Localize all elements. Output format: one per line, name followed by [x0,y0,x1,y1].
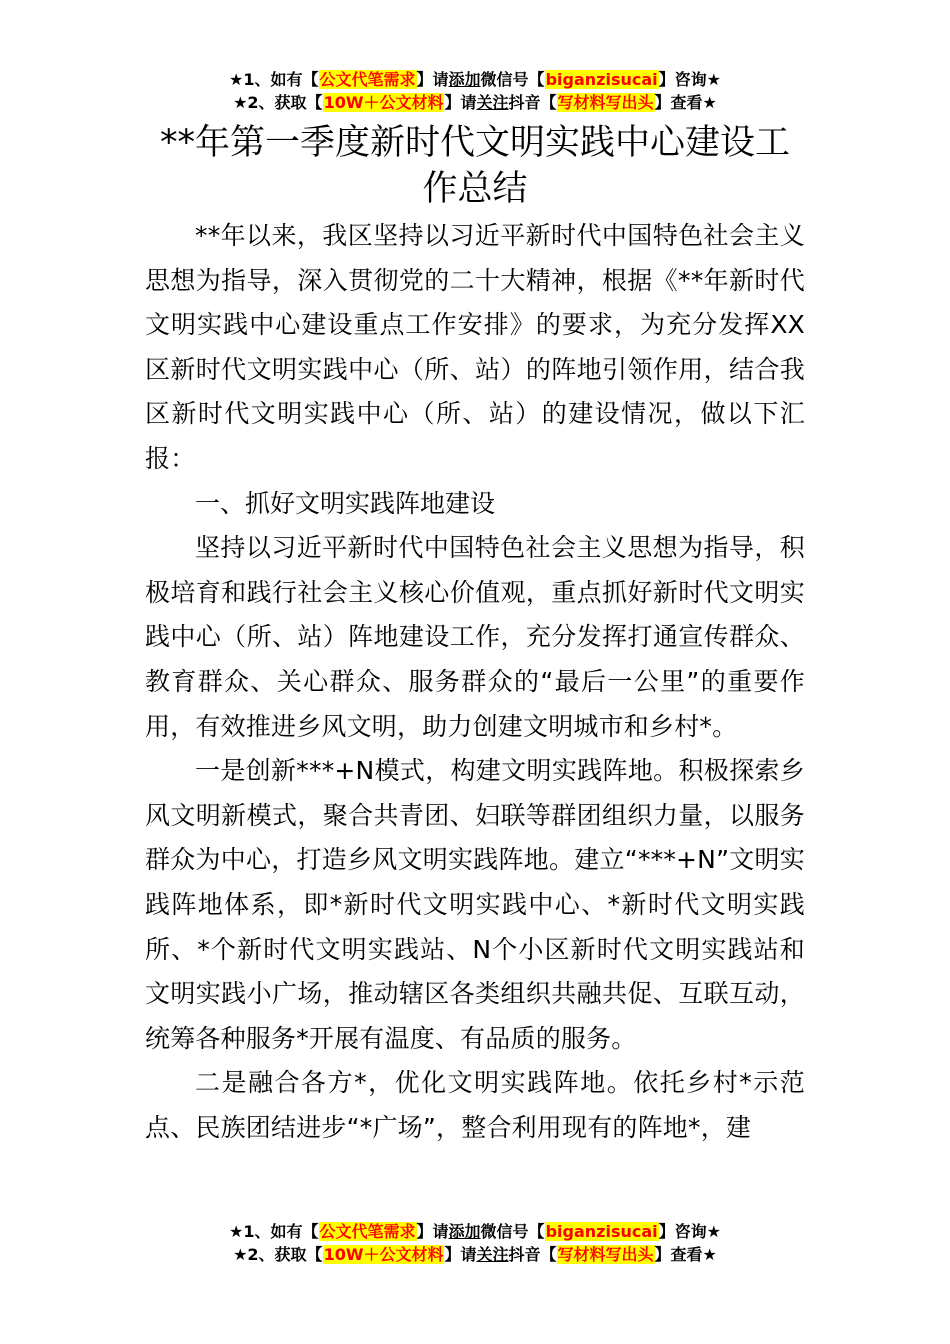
promo-line-1 [0,68,950,91]
promo-text: 】请 [416,70,449,89]
paragraph: 坚持以习近平新时代中国特色社会主义思想为指导，积极培育和践行社会主义核心价值观，重点抓好新时代文明实践中心（所、站）阵地建设工作，充分发挥打通宣传群众、教育群众、关心群众、服务群众的“最后一公里”的重要作用，有效推进乡风文明，助力创建文明城市和乡村*。 [145,533,805,741]
promo-text: 微信号【 [480,70,545,89]
promo-underline: 添加 [448,70,481,89]
promo-text: ★2、获取【 [233,1245,323,1264]
promo-highlight: 10W＋公文材料 [323,93,444,112]
document-body [145,214,805,1150]
promo-underline: 关注 [476,1245,509,1264]
promo-text: 】查看★ [654,1245,717,1264]
document-title: **年第一季度新时代文明实践中心建设工作总结 [159,123,790,209]
promo-highlight: 公文代笔需求 [319,1222,416,1241]
promo-underline: 添加 [448,1222,481,1241]
promo-text: 抖音【 [508,93,557,112]
promo-line-2 [0,91,950,114]
promo-text: ★2、获取【 [233,93,323,112]
paragraph: 二是融合各方*，优化文明实践阵地。依托乡村*示范点、民族团结进步“*广场”，整合利用现有的阵地*，建 [145,1068,805,1142]
promo-text: 】请 [444,93,477,112]
promo-banner-bottom [0,1220,950,1266]
promo-highlight: 写材料写出头 [557,93,654,112]
promo-line-1 [0,1220,950,1243]
promo-text: ★1、如有【 [229,70,319,89]
promo-text: 】咨询★ [658,70,721,89]
section-heading: 一、抓好文明实践阵地建设 [195,488,496,518]
promo-text: 微信号【 [480,1222,545,1241]
promo-highlight: biganzisucai [545,70,658,89]
promo-text: 】请 [416,1222,449,1241]
promo-text: 】查看★ [654,93,717,112]
promo-highlight: 写材料写出头 [557,1245,654,1264]
promo-highlight: 10W＋公文材料 [323,1245,444,1264]
promo-line-2 [0,1243,950,1266]
promo-text: 】咨询★ [658,1222,721,1241]
promo-highlight: 公文代笔需求 [319,70,416,89]
promo-text: 抖音【 [508,1245,557,1264]
promo-banner-top [0,68,950,114]
paragraph-intro: **年以来，我区坚持以习近平新时代中国特色社会主义思想为指导，深入贯彻党的二十大精神，根据《**年新时代文明实践中心建设重点工作安排》的要求，为充分发挥XX区新时代文明实践中心（所、站）的阵地引领作用，结合我区新时代文明实践中心（所、站）的建设情况，做以下汇报： [145,221,805,473]
promo-underline: 关注 [476,93,509,112]
promo-text: 】请 [444,1245,477,1264]
promo-highlight: biganzisucai [545,1222,658,1241]
paragraph: 一是创新***+N模式，构建文明实践阵地。积极探索乡风文明新模式，聚合共青团、妇联等群团组织力量，以服务群众为中心，打造乡风文明实践阵地。建立“***+N”文明实践阵地体系，即*新时代文明实践中心、*新时代文明实践所、*个新时代文明实践站、N个小区新时代文明实践站和文明实践小广场，推动辖区各类组织共融共促、互联互动，统筹各种服务*开展有温度、有品质的服务。 [145,756,805,1053]
promo-text: ★1、如有【 [229,1222,319,1241]
